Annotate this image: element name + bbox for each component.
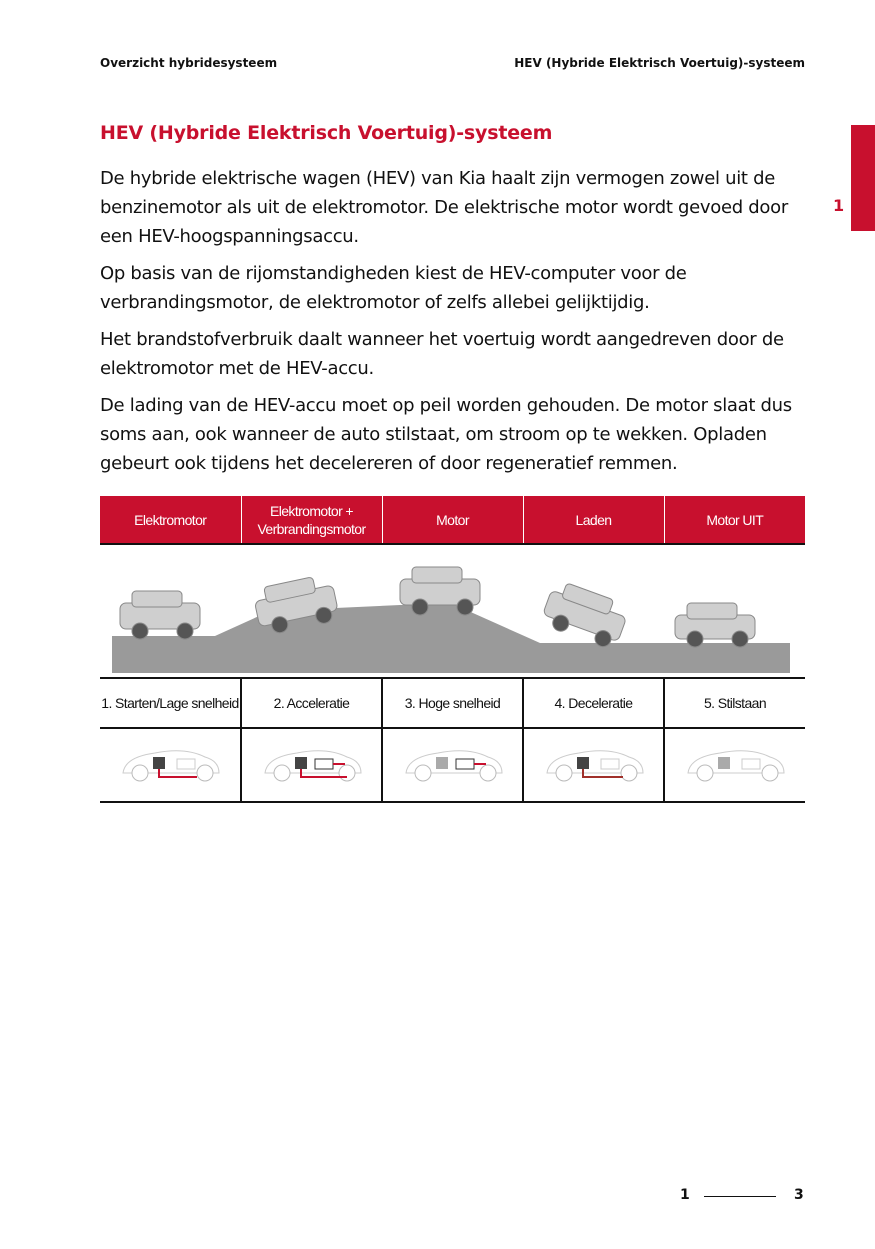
chapter-tab (851, 125, 875, 231)
stage-label: 3. Hoge snelheid (382, 678, 523, 728)
mode-header: Motor (382, 496, 523, 544)
powerflow-diagram (100, 728, 241, 802)
paragraph: De hybride elektrische wagen (HEV) van Kia haalt zijn vermogen zowel uit de benzinemotor als uit de elektromotor. De elektrische motor wordt gevoed door een HEV-hoogspanningsaccu. (100, 168, 788, 247)
powerflow-diagram (382, 728, 523, 802)
powerflow-diagram (664, 728, 805, 802)
car-icon (675, 603, 755, 647)
car-powerflow-icon (115, 743, 225, 783)
stage-label: 5. Stilstaan (664, 678, 805, 728)
mode-header: Motor UIT (664, 496, 805, 544)
powerflow-diagram (523, 728, 664, 802)
header-title: HEV (Hybride Elektrisch Voertuig)-systeem (514, 56, 805, 70)
mode-header: Elektromotor (100, 496, 241, 544)
body-text (100, 164, 810, 486)
car-powerflow-icon (398, 743, 508, 783)
mode-header: Laden (523, 496, 664, 544)
footer-divider (704, 1196, 776, 1197)
hybrid-modes-table (100, 496, 805, 803)
mode-header: Elektromotor + Verbrandingsmotor (241, 496, 382, 544)
paragraph: Op basis van de rijomstandigheden kiest de HEV-computer voor de verbrandingsmotor, de elektromotor of zelfs allebei gelijktijdig. (100, 263, 687, 313)
header-section: Overzicht hybridesysteem (100, 56, 278, 70)
page-title: HEV (Hybride Elektrisch Voertuig)-systeem (100, 122, 553, 144)
paragraph: Het brandstofverbruik daalt wanneer het voertuig wordt aangedreven door de elektromotor met de HEV-accu. (100, 329, 784, 379)
hill-cars-illustration (100, 545, 805, 673)
driving-illustration (100, 544, 805, 678)
car-powerflow-icon (257, 743, 367, 783)
paragraph: De lading van de HEV-accu moet op peil worden gehouden. De motor slaat dus soms aan, ook wanneer de auto stilstaat, om stroom op te wekken. Opladen gebeurt ook tijdens het decelereren of door regeneratief remmen. (100, 395, 792, 474)
car-powerflow-icon (680, 743, 790, 783)
stage-label: 4. Deceleratie (523, 678, 664, 728)
car-icon (539, 579, 631, 651)
footer-chapter: 1 (680, 1187, 690, 1203)
car-powerflow-icon (539, 743, 649, 783)
stage-label: 2. Acceleratie (241, 678, 382, 728)
stage-label: 1. Starten/Lage snelheid (100, 678, 241, 728)
car-icon (120, 591, 200, 639)
footer-page-number: 3 (794, 1187, 804, 1203)
powerflow-diagram (241, 728, 382, 802)
chapter-number: 1 (833, 196, 845, 215)
